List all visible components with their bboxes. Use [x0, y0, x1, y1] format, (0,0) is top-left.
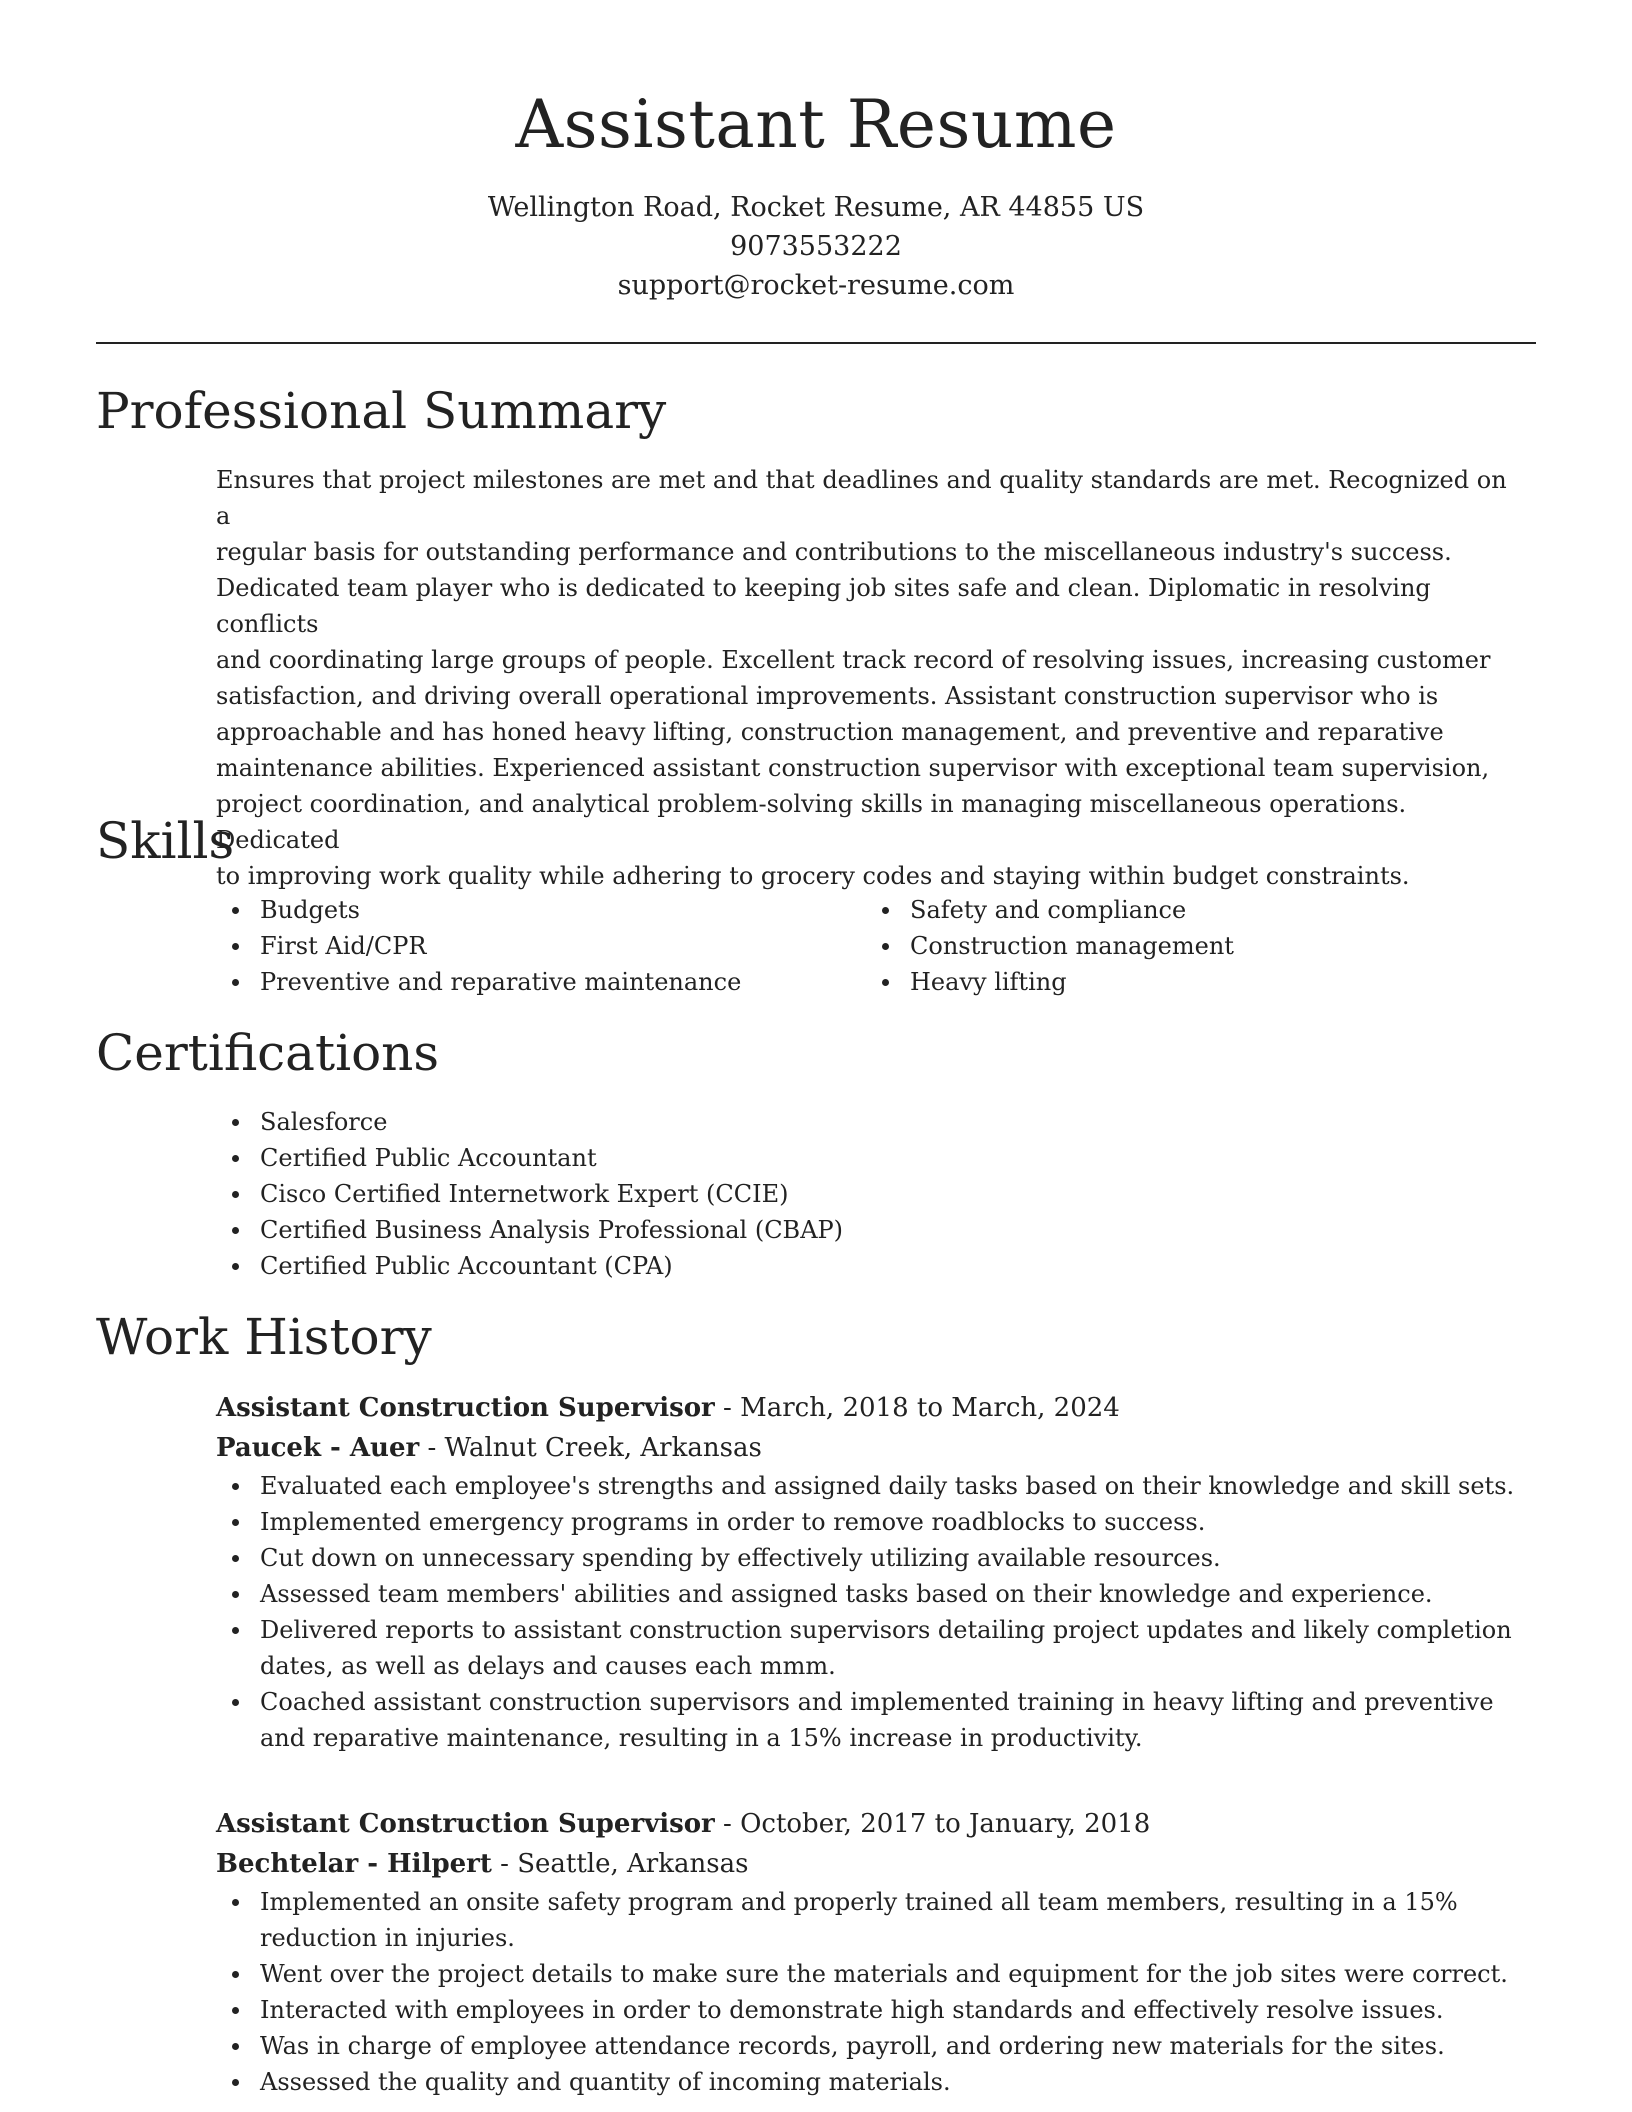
job-company-line: Paucek - Auer - Walnut Creek, Arkansas: [216, 1433, 762, 1463]
responsibility-item: Implemented emergency programs in order to remove roadblocks to success.: [216, 1504, 1526, 1540]
responsibility-item: Assessed the quality and quantity of incoming materials.: [216, 2064, 1526, 2100]
skills-heading: Skills: [96, 812, 235, 870]
certification-item: Certified Business Analysis Professional (CBAP): [216, 1212, 843, 1248]
summary-line: satisfaction, and driving overall operational improvements. Assistant construction supervisor who is: [216, 682, 1439, 710]
certification-item: Salesforce: [216, 1104, 843, 1140]
job-location: Seattle, Arkansas: [517, 1849, 749, 1879]
summary-line: and coordinating large groups of people. Excellent track record of resolving issues, increasing customer: [216, 646, 1491, 674]
job-entry: [216, 1388, 1526, 1756]
summary-line: approachable and has honed heavy lifting, construction management, and preventive and reparative: [216, 718, 1444, 746]
address: Wellington Road, Rocket Resume, AR 44855 US: [487, 192, 1145, 223]
skills-list-left: [216, 892, 741, 1000]
certification-item: Cisco Certified Internetwork Expert (CCIE): [216, 1176, 843, 1212]
email-address: support@rocket-resume.com: [617, 270, 1015, 301]
summary-line: to improving work quality while adhering to grocery codes and staying within budget constraints.: [216, 862, 1410, 890]
responsibility-item: Cut down on unnecessary spending by effectively utilizing available resources.: [216, 1540, 1526, 1576]
certification-item: Certified Public Accountant: [216, 1140, 843, 1176]
skill-item: Heavy lifting: [866, 964, 1234, 1000]
responsibility-item: Interacted with employees in order to demonstrate high standards and effectively resolve issues.: [216, 1992, 1526, 2028]
resume-name: Assistant Resume: [515, 86, 1117, 163]
skill-item: Construction management: [866, 928, 1234, 964]
skill-item: Budgets: [216, 892, 741, 928]
summary-line: regular basis for outstanding performance and contributions to the miscellaneous industry's success.: [216, 538, 1452, 566]
job-company-line: Bechtelar - Hilpert - Seattle, Arkansas: [216, 1849, 749, 1879]
resume-header: [96, 80, 1536, 305]
responsibility-item: Went over the project details to make sure the materials and equipment for the job sites were correct.: [216, 1956, 1526, 1992]
job-title: Assistant Construction Supervisor: [216, 1809, 715, 1839]
job-responsibilities: [216, 1468, 1526, 1756]
responsibility-item: Coached assistant construction supervisors and implemented training in heavy lifting and preventive and reparative maintenance, resulting in a 15% increase in productivity.: [216, 1684, 1526, 1756]
job-responsibilities: [216, 1884, 1526, 2100]
certification-item: Certified Public Accountant (CPA): [216, 1248, 843, 1284]
job-company: Bechtelar - Hilpert: [216, 1849, 492, 1879]
responsibility-item: Delivered reports to assistant construction supervisors detailing project updates and likely completion dates, as well as delays and causes each mmm.: [216, 1612, 1526, 1684]
responsibility-item: Was in charge of employee attendance records, payroll, and ordering new materials for the sites.: [216, 2028, 1526, 2064]
work-history-heading: Work History: [96, 1308, 432, 1366]
responsibility-item: Implemented an onsite safety program and properly trained all team members, resulting in a 15% reduction in injuries.: [216, 1884, 1526, 1956]
job-title: Assistant Construction Supervisor: [216, 1393, 715, 1423]
certifications-heading: Certifications: [96, 1024, 440, 1082]
job-company: Paucek - Auer: [216, 1433, 420, 1463]
job-title-line: Assistant Construction Supervisor - March, 2018 to March, 2024: [216, 1393, 1120, 1423]
phone-number: 9073553222: [730, 231, 902, 262]
summary-line: maintenance abilities. Experienced assistant construction supervisor with exceptional team supervision,: [216, 754, 1490, 782]
job-title-line: Assistant Construction Supervisor - October, 2017 to January, 2018: [216, 1809, 1151, 1839]
certifications-list: [216, 1104, 843, 1284]
responsibility-item: Assessed team members' abilities and assigned tasks based on their knowledge and experience.: [216, 1576, 1526, 1612]
skill-item: Safety and compliance: [866, 892, 1234, 928]
skills-list-right: [866, 892, 1234, 1000]
job-dates: March, 2018 to March, 2024: [740, 1393, 1120, 1423]
skill-item: First Aid/CPR: [216, 928, 741, 964]
summary-line: Ensures that project milestones are met and that deadlines and quality standards are met. Recognized on a: [216, 466, 1507, 530]
job-dates: October, 2017 to January, 2018: [740, 1809, 1151, 1839]
summary-text: [216, 462, 1516, 894]
summary-heading: Professional Summary: [96, 382, 667, 440]
job-location: Walnut Creek, Arkansas: [444, 1433, 762, 1463]
job-entry: [216, 1804, 1526, 2100]
skill-item: Preventive and reparative maintenance: [216, 964, 741, 1000]
responsibility-item: Evaluated each employee's strengths and assigned daily tasks based on their knowledge and skill sets.: [216, 1468, 1526, 1504]
header-divider: [96, 342, 1536, 344]
summary-line: Dedicated team player who is dedicated to keeping job sites safe and clean. Diplomatic in resolving conflicts: [216, 574, 1431, 638]
summary-line: project coordination, and analytical problem-solving skills in managing miscellaneous operations. Dedicated: [216, 790, 1407, 854]
